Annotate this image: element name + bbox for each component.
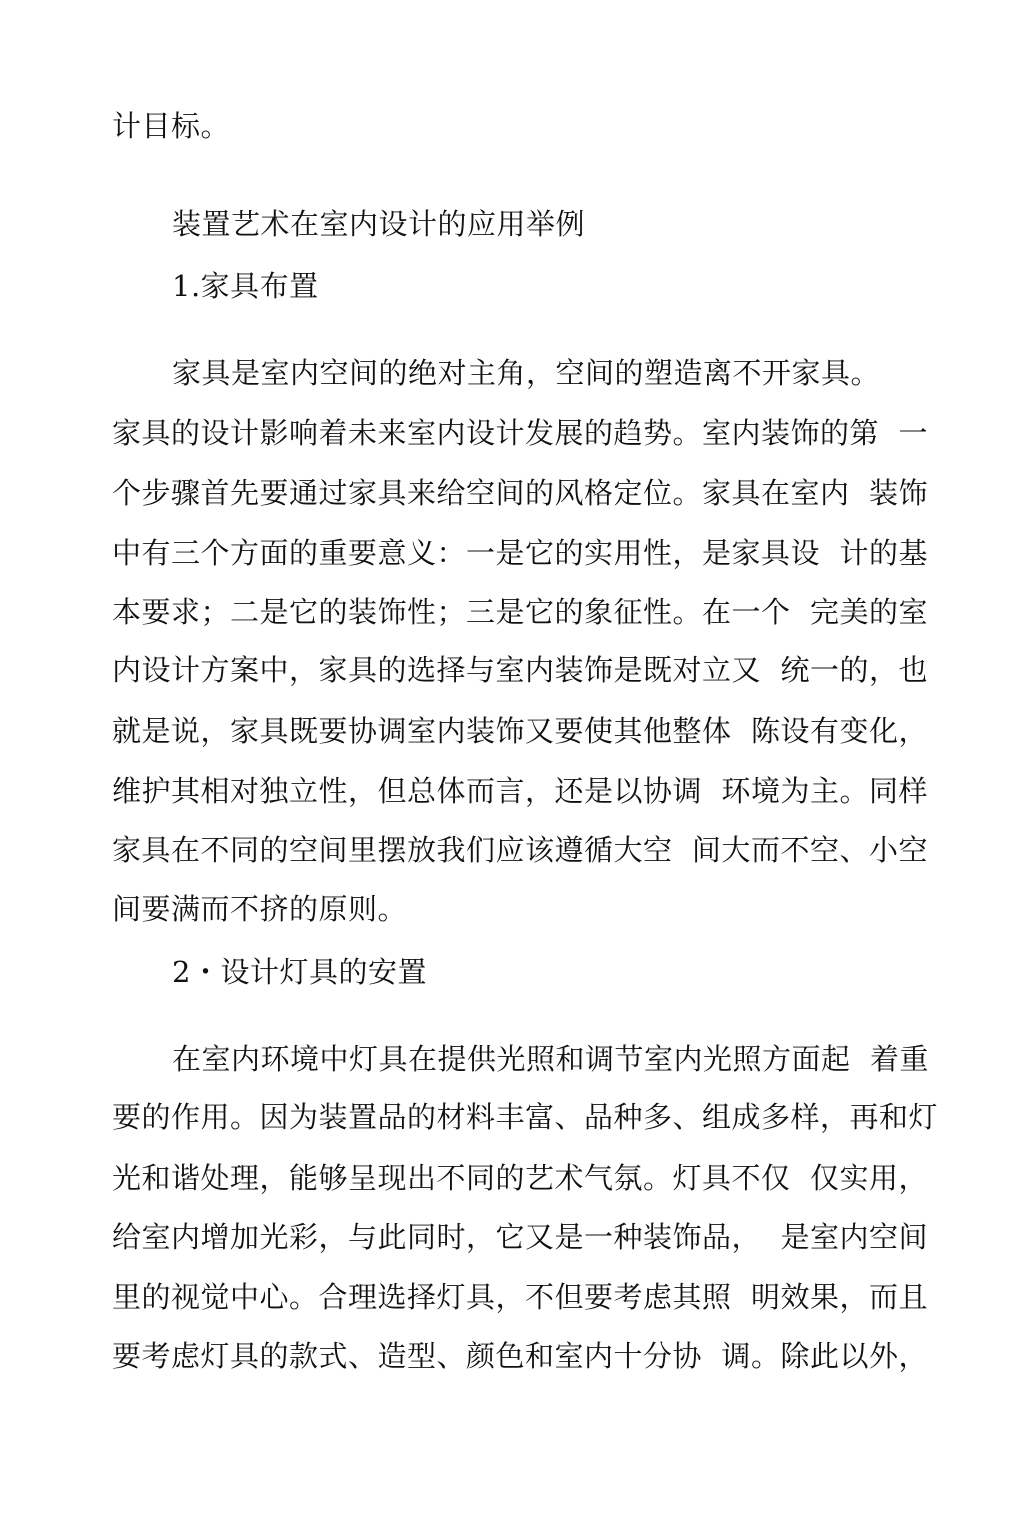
paragraph-line: 要考虑灯具的款式、造型、颜色和室内十分协 调。除此以外， — [112, 1339, 928, 1373]
paragraph-line: 光和谐处理，能够呈现出不同的艺术气氛。灯具不仅 仅实用， — [112, 1161, 928, 1195]
paragraph-line: 在室内环境中灯具在提供光照和调节室内光照方面起 着重 — [172, 1042, 929, 1076]
subsection-2-heading: 2・设计灯具的安置 — [172, 955, 427, 989]
paragraph-line: 本要求；二是它的装饰性；三是它的象征性。在一个 完美的室 — [112, 595, 928, 629]
paragraph-line: 家具是室内空间的绝对主角，空间的塑造离不开家具。 — [172, 356, 881, 390]
intro-tail-text: 计目标。 — [112, 109, 231, 143]
paragraph-line: 个步骤首先要通过家具来给空间的风格定位。家具在室内 装饰 — [112, 476, 928, 510]
paragraph-line: 维护其相对独立性，但总体而言，还是以协调 环境为主。同样 — [112, 774, 928, 808]
section-title: 装置艺术在室内设计的应用举例 — [172, 207, 586, 241]
subsection-1-heading: 1.家具布置 — [172, 269, 319, 303]
paragraph-line: 家具在不同的空间里摆放我们应该遵循大空 间大而不空、小空 — [112, 833, 928, 867]
paragraph-line: 中有三个方面的重要意义：一是它的实用性，是家具设 计的基 — [112, 536, 928, 570]
paragraph-line: 给室内增加光彩，与此同时，它又是一种装饰品， 是室内空间 — [112, 1220, 928, 1254]
paragraph-line: 内设计方案中，家具的选择与室内装饰是既对立又 统一的，也 — [112, 653, 928, 687]
paragraph-line: 里的视觉中心。合理选择灯具，不但要考虑其照 明效果，而且 — [112, 1280, 928, 1314]
paragraph-line: 要的作用。因为装置品的材料丰富、品种多、组成多样，再和灯 — [112, 1100, 939, 1134]
paragraph-line: 间要满而不挤的原则。 — [112, 892, 408, 926]
paragraph-line: 家具的设计影响着未来室内设计发展的趋势。室内装饰的第 一 — [112, 416, 928, 450]
paragraph-line: 就是说，家具既要协调室内装饰又要使其他整体 陈设有变化， — [112, 714, 928, 748]
